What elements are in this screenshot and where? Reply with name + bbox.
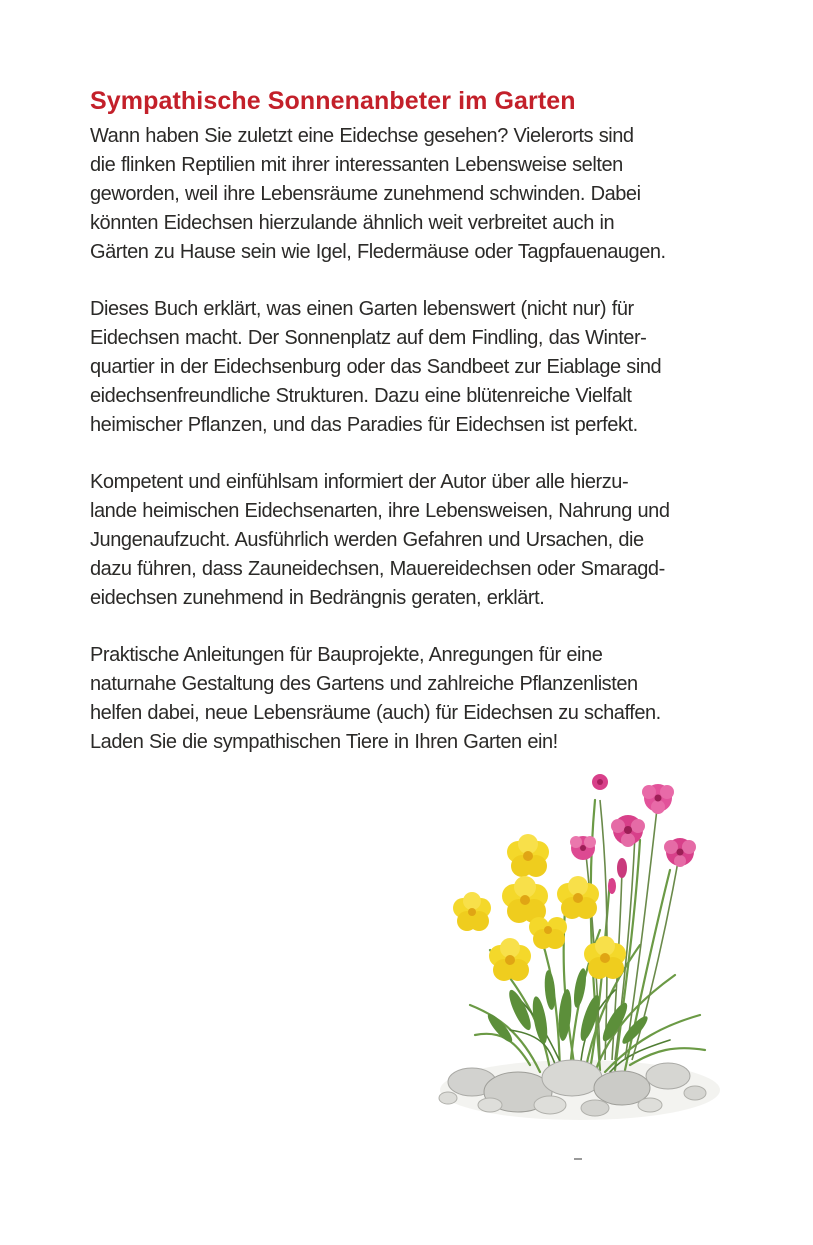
text-line: eidechsen zunehmend in Bedrängnis geraten, erklärt. — [90, 587, 545, 609]
text-line: geworden, weil ihre Lebensräume zunehmend schwinden. Dabei — [90, 183, 641, 205]
yellow-flowers — [453, 834, 626, 981]
text-line: helfen dabei, neue Lebensräume (auch) für Eidechsen zu schaffen. — [90, 702, 661, 724]
text-line: Praktische Anleitungen für Bauprojekte, Anregungen für eine — [90, 644, 603, 666]
text-line: heimischer Pflanzen, und das Paradies für Eidechsen ist perfekt. — [90, 414, 638, 436]
text-line: Eidechsen macht. Der Sonnenplatz auf dem Findling, das Winter- — [90, 327, 647, 349]
text-line: Laden Sie die sympathischen Tiere in Ihren Garten ein! — [90, 731, 558, 753]
text-line: Kompetent und einfühlsam informiert der Autor über alle hierzu- — [90, 471, 629, 493]
paragraph-intro — [90, 122, 730, 267]
text-line: eidechsenfreundliche Strukturen. Dazu eine blütenreiche Vielfalt — [90, 385, 632, 407]
text-line: lande heimischen Eidechsenarten, ihre Lebensweisen, Nahrung und — [90, 500, 670, 522]
text-line: Wann haben Sie zuletzt eine Eidechse gesehen? Vielerorts sind — [90, 125, 634, 147]
blurb-text-block — [90, 84, 730, 785]
paragraph-book-content — [90, 295, 730, 440]
text-line: dazu führen, dass Zauneidechsen, Mauereidechsen oder Smaragd- — [90, 558, 665, 580]
text-line: die flinken Reptilien mit ihrer interessanten Lebensweise selten — [90, 154, 623, 176]
page-mark — [574, 1158, 582, 1160]
paragraph-author-info — [90, 468, 730, 613]
text-line: Gärten zu Hause sein wie Igel, Fledermäuse oder Tagpfauenaugen. — [90, 241, 666, 263]
text-line: Jungenaufzucht. Ausführlich werden Gefahren und Ursachen, die — [90, 529, 644, 551]
page-title: Sympathische Sonnenanbeter im Garten — [90, 87, 576, 115]
paragraph-practical-guide — [90, 641, 730, 757]
flower-rock-garden-illustration — [400, 760, 745, 1150]
text-line: könnten Eidechsen hierzulande ähnlich weit verbreitet auch in — [90, 212, 615, 234]
text-line: Dieses Buch erklärt, was einen Garten lebenswert (nicht nur) für — [90, 298, 634, 320]
text-line: quartier in der Eidechsenburg oder das Sandbeet zur Eiablage sind — [90, 356, 662, 378]
text-line: naturnahe Gestaltung des Gartens und zahlreiche Pflanzenlisten — [90, 673, 638, 695]
